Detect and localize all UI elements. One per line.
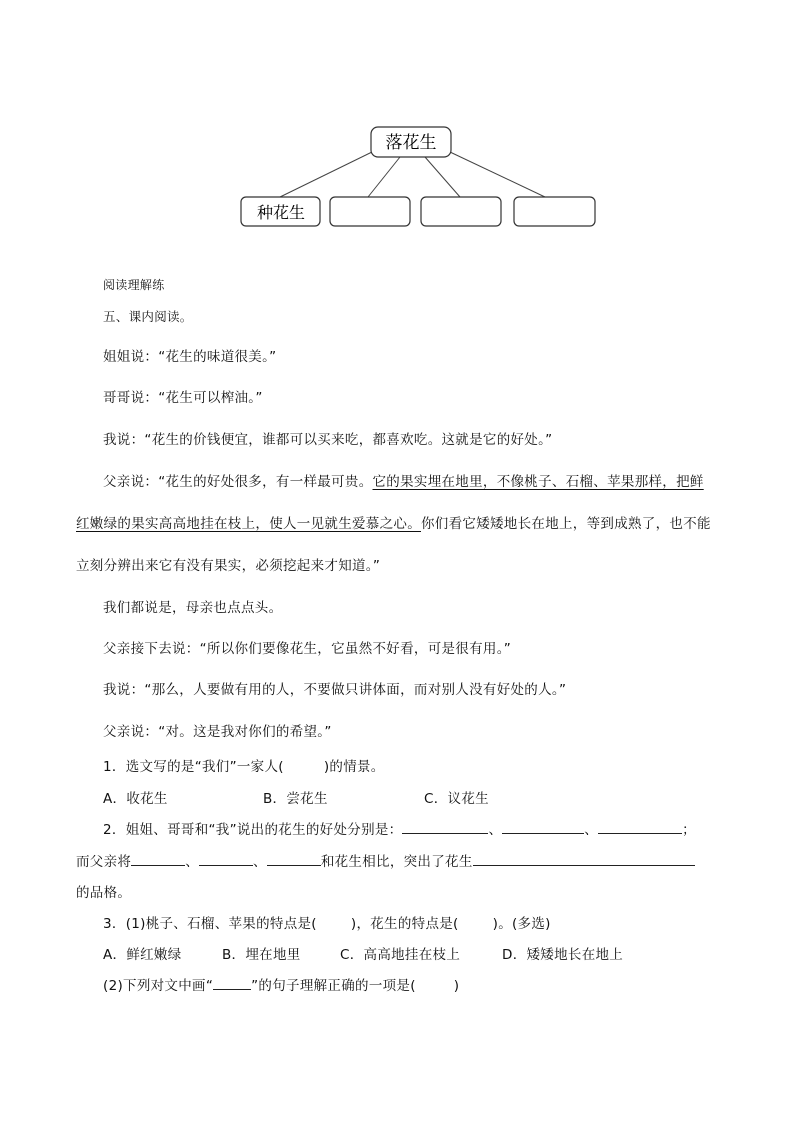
q1-stem-end: )的情景。 — [323, 759, 385, 775]
q3-stem-a: 3．(1)桃子、石榴、苹果的特点是( — [103, 916, 317, 932]
passage-paragraph-3: 我说：“花生的价钱便宜，谁都可以买来吃，都喜欢吃。这就是它的好处。” — [103, 432, 553, 448]
question-3-option-b[interactable]: B．埋在地里 — [222, 947, 301, 963]
section-subheading: 五、课内阅读。 — [103, 309, 193, 324]
connector-2 — [368, 157, 400, 197]
question-1-stem — [103, 755, 385, 775]
connector-4 — [450, 152, 545, 197]
passage-paragraph-7: 我说：“那么，人要做有用的人，不要做只讲体面，而对别人没有好处的人。” — [103, 682, 567, 698]
passage-paragraph-4-line-2 — [76, 512, 711, 532]
child-node-4 — [514, 197, 595, 226]
q3-stem-c: )。(多选) — [492, 916, 551, 932]
question-2-line-2 — [76, 850, 695, 870]
question-3-sub-2 — [103, 974, 459, 994]
q2-blank-4[interactable] — [131, 851, 185, 866]
q2-line2-mid: 和花生相比，突出了花生 — [320, 854, 473, 870]
passage-paragraph-5: 我们都说是，母亲也点点头。 — [103, 600, 283, 616]
q2-semicolon: ； — [682, 822, 696, 838]
child-node-2 — [330, 197, 410, 226]
q3-sub2-b: ”的句子理解正确的一项是( — [251, 978, 416, 994]
connector-3 — [425, 157, 460, 197]
question-1-option-a[interactable]: A．收花生 — [103, 791, 168, 807]
passage-paragraph-6: 父亲接下去说：“所以你们要像花生，它虽然不好看，可是很有用。” — [103, 641, 512, 657]
root-node-label: 落花生 — [385, 133, 437, 153]
q2-stem: 2．姐姐、哥哥和“我”说出的花生的好处分别是： — [103, 822, 403, 838]
mind-map-diagram — [0, 0, 794, 240]
q2-blank-2[interactable] — [502, 819, 584, 834]
q3-sub2-a: (2)下列对文中画“ — [103, 978, 214, 994]
passage-p4-intro: 父亲说：“花生的好处很多，有一样最可贵。 — [103, 474, 373, 490]
q2-sep-2: 、 — [584, 822, 599, 838]
question-3-stem — [103, 912, 551, 932]
passage-paragraph-1: 姐姐说：“花生的味道很美。” — [103, 349, 277, 365]
q2-sep-4: 、 — [253, 854, 267, 870]
child-node-3 — [421, 197, 501, 226]
q3-sub2-underline-sample — [213, 975, 251, 990]
q3-sub2-c: ) — [453, 978, 460, 994]
passage-p4-underlined-1: 它的果实埋在地里，不像桃子、石榴、苹果那样，把鲜 — [372, 474, 704, 490]
q2-line2-start: 而父亲将 — [76, 854, 132, 870]
child-node-1-label: 种花生 — [256, 203, 306, 222]
connector-1 — [280, 152, 372, 197]
passage-paragraph-4-line-3: 立刻分辨出来它有没有果实，必须挖起来才知道。” — [76, 558, 381, 574]
question-3-option-c[interactable]: C．高高地挂在枝上 — [340, 947, 461, 963]
question-3-option-a[interactable]: A．鲜红嫩绿 — [103, 947, 182, 963]
q2-blank-3[interactable] — [598, 819, 682, 834]
question-2-line-1 — [103, 818, 696, 838]
question-3-option-d[interactable]: D．矮矮地长在地上 — [502, 947, 624, 963]
q2-blank-1[interactable] — [402, 819, 488, 834]
q2-blank-6[interactable] — [267, 851, 321, 866]
passage-p4-continued: 你们看它矮矮地长在地上，等到成熟了，也不能 — [421, 516, 711, 532]
question-1-option-b[interactable]: B．尝花生 — [263, 791, 328, 807]
q2-blank-5[interactable] — [199, 851, 253, 866]
q2-sep-3: 、 — [185, 854, 200, 870]
q1-stem-start: 1．选文写的是“我们”一家人( — [103, 759, 284, 775]
section-heading: 阅读理解练 — [103, 278, 165, 292]
passage-paragraph-8: 父亲说：“对。这是我对你们的希望。” — [103, 724, 332, 740]
q2-sep-1: 、 — [488, 822, 503, 838]
passage-paragraph-2: 哥哥说：“花生可以榨油。” — [103, 390, 263, 406]
passage-paragraph-4-line-1 — [103, 470, 704, 490]
question-2-line-3: 的品格。 — [76, 885, 132, 901]
question-1-option-c[interactable]: C．议花生 — [424, 791, 489, 807]
passage-p4-underlined-2: 红嫩绿的果实高高地挂在枝上，使人一见就生爱慕之心。 — [76, 516, 421, 532]
q3-stem-b: )，花生的特点是( — [350, 916, 459, 932]
q2-blank-7[interactable] — [473, 851, 695, 866]
